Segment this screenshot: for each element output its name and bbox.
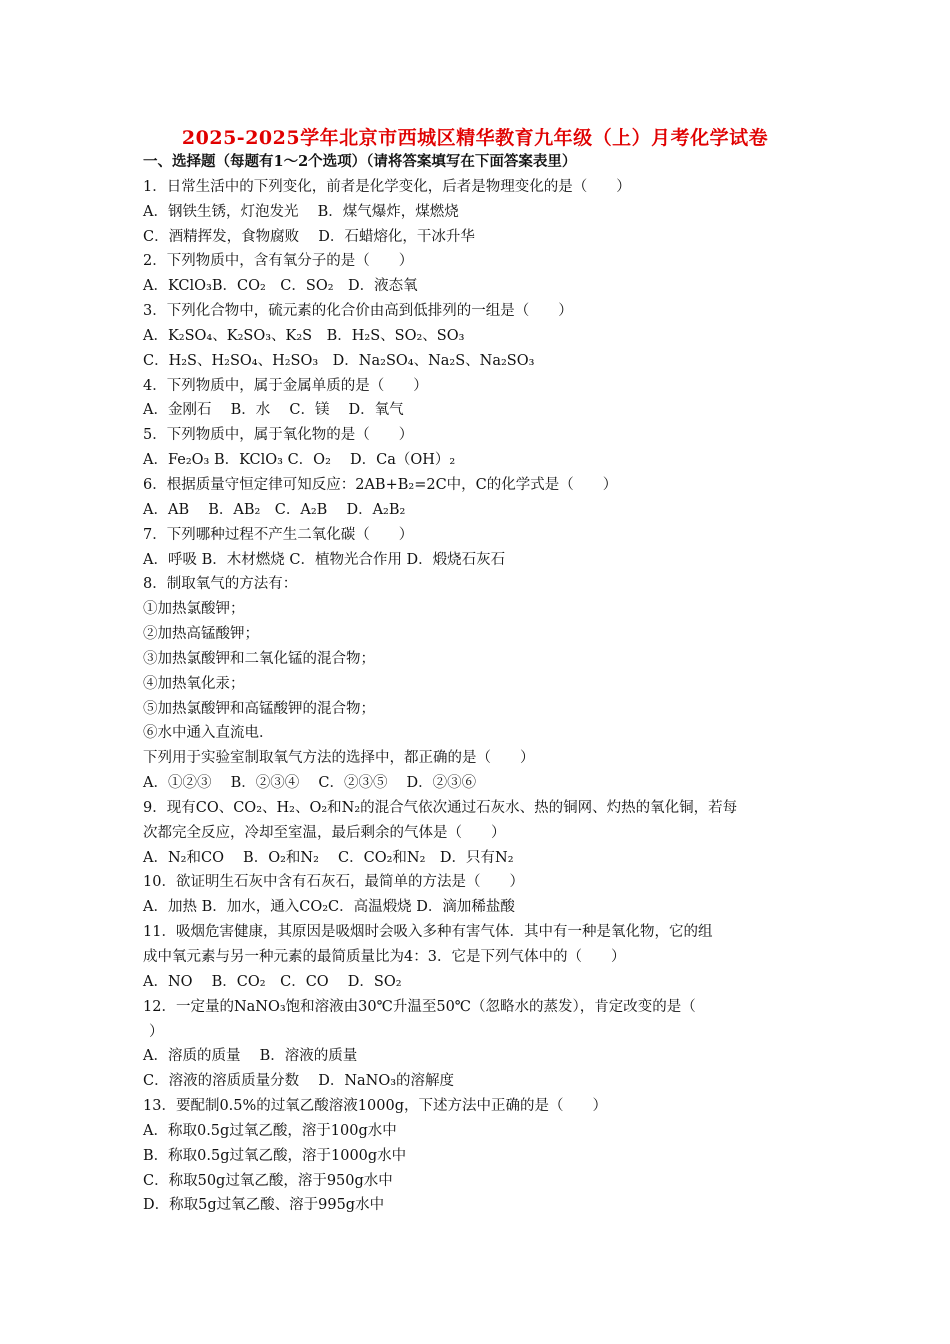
text-line: A．NO B．CO₂ C．CO D．SO₂ [143,973,402,990]
text-line: A．KClO₃B．CO₂ C．SO₂ D．液态氧 [143,278,418,295]
document-title: 2025-2025学年北京市西城区精华教育九年级（上）月考化学试卷 [181,127,769,149]
text-line: ⑤加热氯酸钾和高锰酸钾的混合物； [143,700,375,717]
document-body [143,150,808,1218]
text-line: 10．欲证明生石灰中含有石灰石，最简单的方法是（ ） [143,874,524,891]
text-line: C．称取50g过氧乙酸，溶于950g水中 [143,1172,393,1189]
text-line: ） [149,1023,164,1040]
text-line: 2．下列物质中，含有氧分子的是（ ） [143,253,414,270]
text-line: A．溶质的质量 B．溶液的质量 [143,1048,358,1065]
text-line: A．钢铁生锈，灯泡发光 B．煤气爆炸，煤燃烧 [143,203,459,220]
text-line: A．金刚石 B．水 C．镁 D．氧气 [143,402,404,419]
text-line: 下列用于实验室制取氧气方法的选择中，都正确的是（ ） [143,750,535,767]
text-line: ③加热氯酸钾和二氧化锰的混合物； [143,650,375,667]
text-line: 11．吸烟危害健康，其原因是吸烟时会吸入多种有害气体．其中有一种是氧化物，它的组 [143,924,713,941]
text-line: A．呼吸 B．木材燃烧 C．植物光合作用 D．煅烧石灰石 [143,551,506,568]
text-line: 7．下列哪种过程不产生二氧化碳（ ） [143,526,414,543]
text-line: C．H₂S、H₂SO₄、H₂SO₃ D．Na₂SO₄、Na₂S、Na₂SO₃ [143,352,535,369]
text-line: A．K₂SO₄、K₂SO₃、K₂S B．H₂S、SO₂、SO₃ [143,327,465,344]
text-line: 12．一定量的NaNO₃饱和溶液由30℃升温至50℃（忽略水的蒸发），肯定改变的是（ [143,998,696,1015]
text-line: 5．下列物质中，属于氧化物的是（ ） [143,427,414,444]
text-line: A．加热 B．加水，通入CO₂C．高温煅烧 D．滴加稀盐酸 [143,899,515,916]
text-line: 3．下列化合物中，硫元素的化合价由高到低排列的一组是（ ） [143,303,573,320]
text-line: B．称取0.5g过氧乙酸，溶于1000g水中 [143,1147,407,1164]
text-line: 成中氧元素与另一种元素的最简质量比为4：3．它是下列气体中的（ ） [143,949,626,965]
text-line: 6．根据质量守恒定律可知反应：2AB+B₂=2C中，C的化学式是（ ） [143,476,618,493]
text-line: 13．要配制0.5%的过氧乙酸溶液1000g，下述方法中正确的是（ ） [143,1098,607,1115]
text-line: ②加热高锰酸钾； [143,626,259,643]
text-line: ④加热氧化汞； [143,675,245,692]
text-line: D．称取5g过氧乙酸、溶于995g水中 [143,1197,385,1214]
text-line: 次都完全反应，冷却至室温，最后剩余的气体是（ ） [143,824,506,841]
text-line: 8．制取氧气的方法有： [143,576,298,593]
text-line: 9．现有CO、CO₂、H₂、O₂和N₂的混合气依次通过石灰水、热的铜网、灼热的氧化铜，若每 [143,799,738,816]
text-line: A．①②③ B．②③④ C．②③⑤ D．②③⑥ [143,775,477,792]
text-line: ⑥水中通入直流电． [143,725,274,742]
text-line: A．Fe₂O₃ B．KClO₃ C．O₂ D．Ca（OH）₂ [143,452,456,469]
text-line: A．称取0.5g过氧乙酸，溶于100g水中 [143,1122,397,1139]
text-line: A．AB B．AB₂ C．A₂B D．A₂B₂ [143,501,406,518]
text-line: 4．下列物质中，属于金属单质的是（ ） [143,377,428,394]
text-line: ①加热氯酸钾； [143,601,245,618]
text-line: C．酒精挥发，食物腐败 D．石蜡熔化，干冰升华 [143,228,475,245]
text-line: A．N₂和CO B．O₂和N₂ C．CO₂和N₂ D．只有N₂ [143,849,514,866]
text-line: 1．日常生活中的下列变化，前者是化学变化，后者是物理变化的是（ ） [143,178,631,195]
text-line: C．溶液的溶质质量分数 D．NaNO₃的溶解度 [143,1073,455,1090]
section-heading: 一、选择题（每题有1～2个选项）（请将答案填写在下面答案表里） [143,153,577,170]
